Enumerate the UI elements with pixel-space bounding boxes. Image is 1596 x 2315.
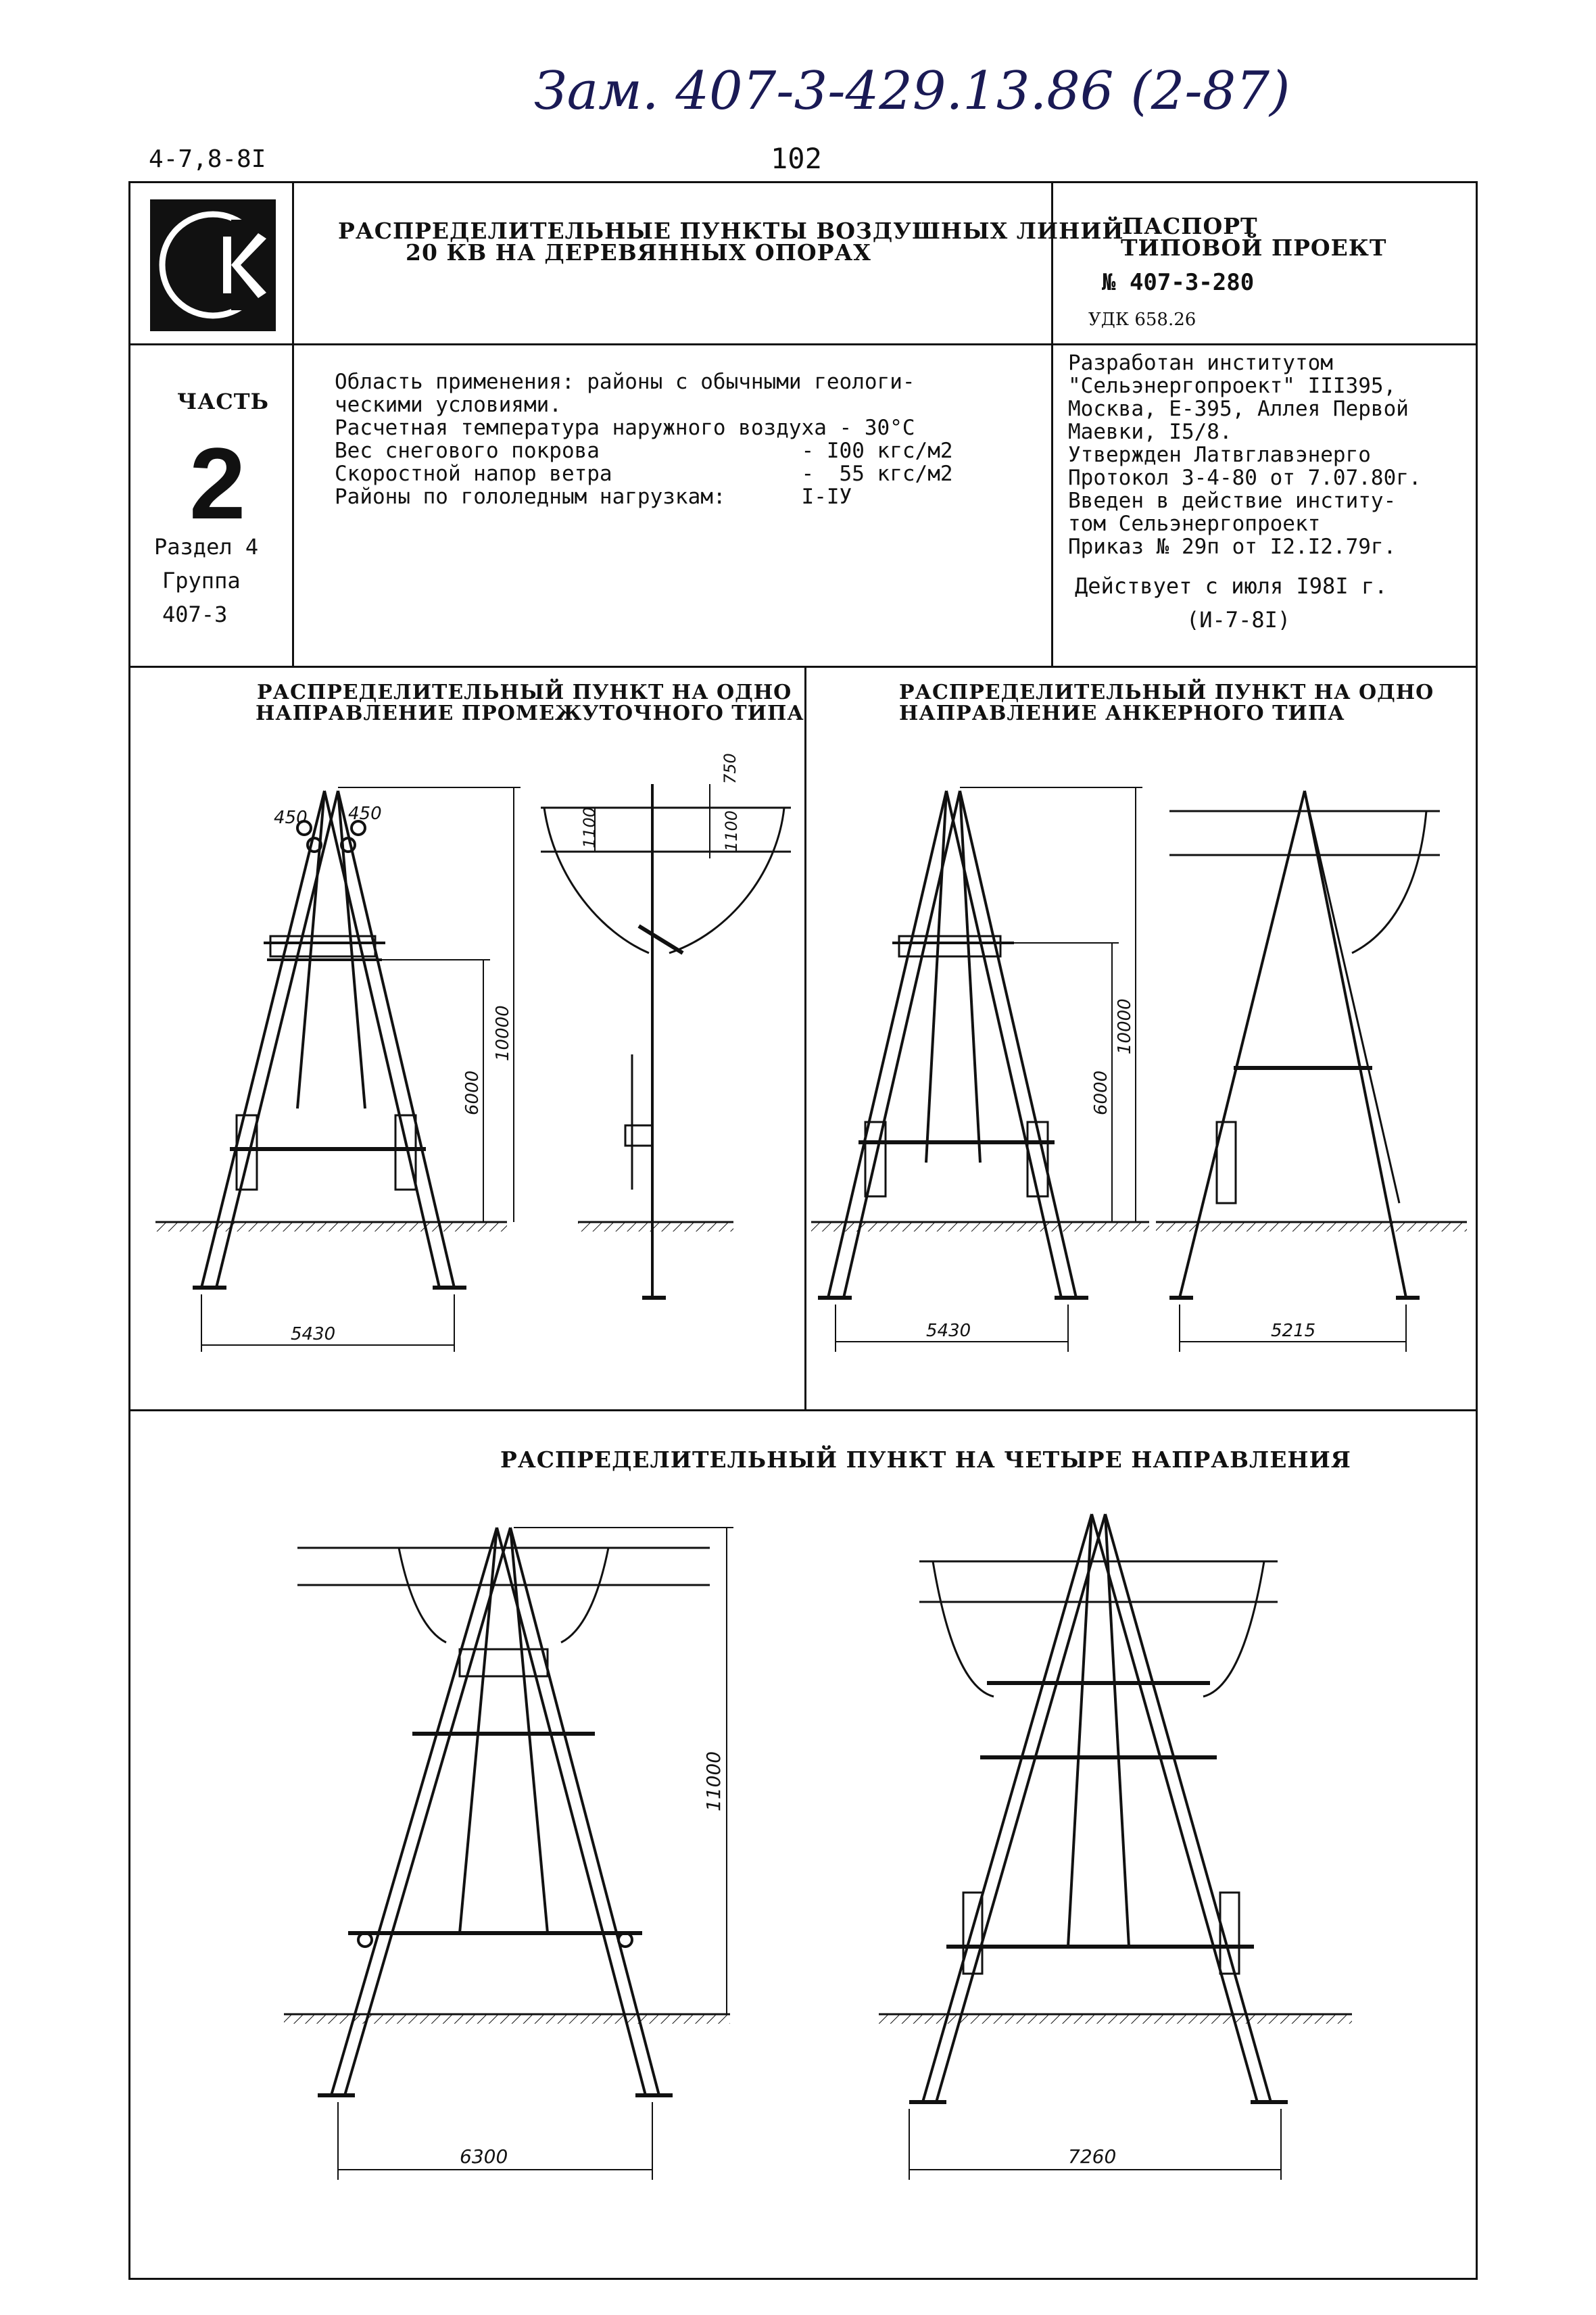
drawing3-title: РАСПРЕДЕЛИТЕЛЬНЫЙ ПУНКТ НА ЧЕТЫРЕ НАПРАВЛЕНИЯ <box>500 1446 1351 1473</box>
dimension-450-right: 450 <box>348 804 382 824</box>
drawing2-front-view <box>811 787 1149 1352</box>
drawing2-side-view <box>1156 791 1467 1352</box>
drawing1-side-view <box>541 784 791 1298</box>
dimension-7260: 7260 <box>1068 2145 1117 2168</box>
typical-project-label: ТИПОВОЙ ПРОЕКТ <box>1121 235 1387 261</box>
valid-from: Действует с июля I98I г. <box>1075 573 1388 599</box>
section-label: Раздел 4 <box>154 534 259 560</box>
approval-code: (И-7-8I) <box>1186 607 1291 633</box>
part-number: 2 <box>189 427 246 540</box>
condition-line: Скоростной напор ветра - 55 кгс/м2 <box>335 462 953 486</box>
sheet-code: 4-7,8-8I <box>149 145 266 173</box>
developer-line: Приказ № 29п от I2.I2.79г. <box>1068 535 1397 559</box>
drawing1-front-view <box>155 787 521 1352</box>
condition-line: Область применения: районы с обычными геологи- <box>335 370 915 394</box>
developer-line: Введен в действие институ- <box>1068 489 1397 513</box>
drawing2-title-line1: РАСПРЕДЕЛИТЕЛЬНЫЙ ПУНКТ НА ОДНО <box>899 681 1434 704</box>
project-number: № 407-3-280 <box>1102 269 1255 296</box>
dimension-750: 750 <box>721 753 740 784</box>
condition-line: Районы по гололедным нагрузкам: I-IУ <box>335 485 852 509</box>
dimension-6000-anchor: 6000 <box>1091 1070 1111 1115</box>
dimension-1100-right: 1100 <box>722 810 741 852</box>
passport-label: ПАСПОРТ <box>1122 213 1258 239</box>
developer-line: Разработан институтом <box>1068 351 1333 375</box>
condition-line: ческими условиями. <box>335 393 562 417</box>
document-title-line1: РАСПРЕДЕЛИТЕЛЬНЫЕ ПУНКТЫ ВОЗДУШНЫХ ЛИНИЙ <box>338 218 1124 244</box>
dimension-6300: 6300 <box>460 2145 508 2168</box>
dimension-11000: 11000 <box>702 1751 725 1811</box>
page-number: 102 <box>771 142 822 175</box>
dimension-1100-left: 1100 <box>580 806 599 848</box>
dimension-5430-intermediate: 5430 <box>291 1324 336 1344</box>
drawing3-side-view <box>879 1514 1352 2180</box>
drawing2-title-line2: НАПРАВЛЕНИЕ АНКЕРНОГО ТИПА <box>899 702 1345 725</box>
drawing1-title-line1: РАСПРЕДЕЛИТЕЛЬНЫЙ ПУНКТ НА ОДНО <box>257 681 792 704</box>
dimension-5430-anchor: 5430 <box>926 1321 971 1341</box>
developer-line: том Сельэнергопроект <box>1068 512 1321 536</box>
developer-line: Маевки, I5/8. <box>1068 420 1232 444</box>
group-label: Группа <box>162 568 241 593</box>
dimension-5215: 5215 <box>1271 1321 1316 1341</box>
dimension-10000-anchor: 10000 <box>1115 998 1135 1054</box>
dimension-6000-intermediate: 6000 <box>462 1070 483 1115</box>
developer-line: Москва, Е-395, Аллея Первой <box>1068 397 1409 421</box>
developer-line: Утвержден Латвглавэнерго <box>1068 443 1371 467</box>
drawing3-front-view <box>284 1528 733 2180</box>
developer-line: Протокол 3-4-80 от 7.07.80г. <box>1068 466 1422 490</box>
dimension-450-left: 450 <box>274 808 308 828</box>
group-number: 407-3 <box>162 602 228 627</box>
drawing1-title-line2: НАПРАВЛЕНИЕ ПРОМЕЖУТОЧНОГО ТИПА <box>256 702 804 725</box>
handwritten-change-note: Зам. 407-3-429.13.86 (2-87) <box>534 61 1290 122</box>
dimension-10000-intermediate: 10000 <box>493 1005 513 1061</box>
developer-line: "Сельэнергопроект" III395, <box>1068 374 1397 398</box>
condition-line: Вес снегового покрова - I00 кгс/м2 <box>335 439 953 463</box>
document-title-line2: 20 КВ НА ДЕРЕВЯННЫХ ОПОРАХ <box>406 239 871 266</box>
part-label: ЧАСТЬ <box>177 389 269 414</box>
condition-line: Расчетная температура наружного воздуха - 30°С <box>335 416 915 440</box>
udk-code: УДК 658.26 <box>1088 310 1196 330</box>
